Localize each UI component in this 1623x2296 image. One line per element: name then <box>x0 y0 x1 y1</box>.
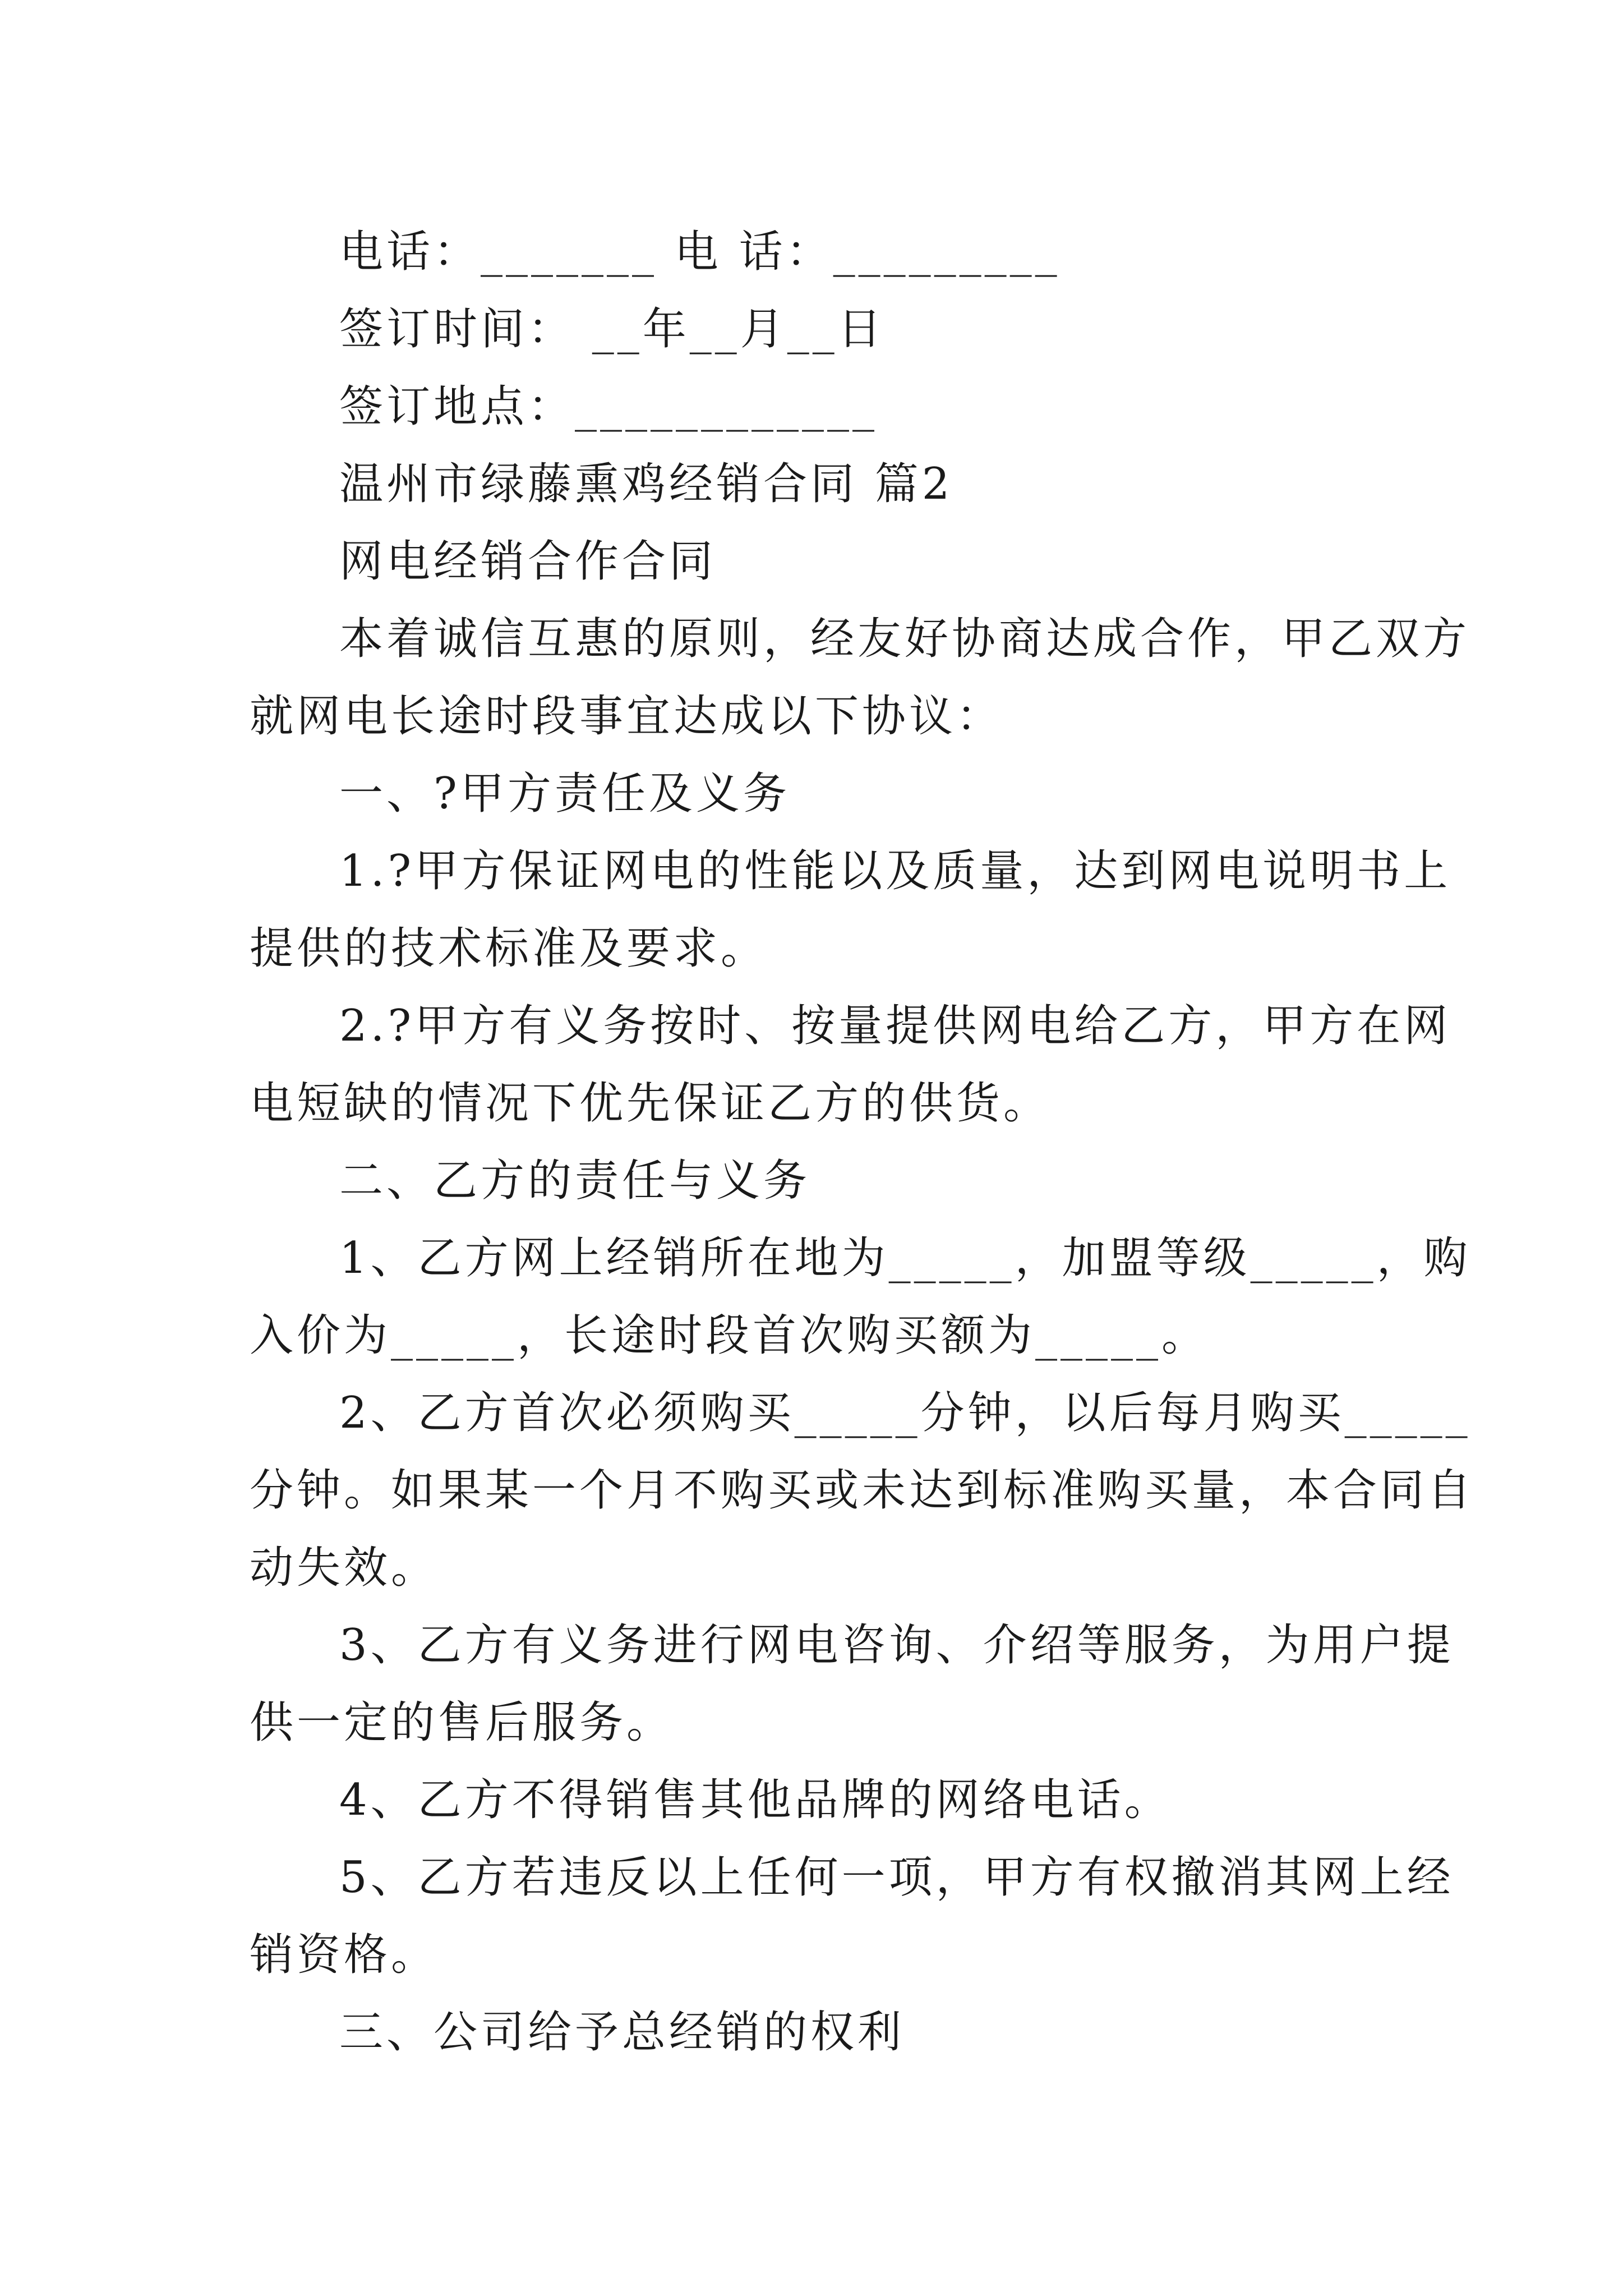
signing-date-line: 签订时间： __年__月__日 <box>339 304 885 355</box>
intro-line-2: 就网电长途时段事宜达成以下协议： <box>250 691 1004 742</box>
section-heading: 温州市绿藤熏鸡经销合同 篇2 <box>339 459 953 509</box>
clause-2-1-line-2: 入价为_____，长途时段首次购买额为_____。 <box>250 1310 1209 1361</box>
intro-line-1: 本着诚信互惠的原则，经友好协商达成合作，甲乙双方 <box>339 614 1470 664</box>
clause-1-1-line-1: 1.?甲方保证网电的性能以及质量，达到网电说明书上 <box>339 846 1451 896</box>
clause-2-3-line-1: 3、乙方有义务进行网电咨询、介绍等服务，为用户提 <box>339 1620 1454 1671</box>
clause-1-2-line-2: 电短缺的情况下优先保证乙方的供货。 <box>250 1078 1051 1129</box>
contract-title: 网电经销合作合同 <box>339 536 717 587</box>
clause-2-2-line-1: 2、乙方首次必须购买_____分钟，以后每月购买_____ <box>339 1388 1471 1438</box>
clause-2-3-line-2: 供一定的售后服务。 <box>250 1697 674 1748</box>
clause-heading-3: 三、公司给予总经销的权利 <box>339 2007 905 2058</box>
clause-2-5-line-2: 销资格。 <box>250 1930 439 1980</box>
clause-2-4: 4、乙方不得销售其他品牌的网络电话。 <box>339 1775 1172 1825</box>
clause-2-1-line-1: 1、乙方网上经销所在地为_____，加盟等级_____，购 <box>339 1233 1471 1283</box>
clause-heading-2: 二、乙方的责任与义务 <box>339 1156 811 1206</box>
signing-place-line: 签订地点：____________ <box>339 381 878 432</box>
clause-heading-1: 一、?甲方责任及义务 <box>339 769 790 819</box>
document-page <box>250 213 1475 2071</box>
clause-2-5-line-1: 5、乙方若违反以上任何一项，甲方有权撤消其网上经 <box>339 1852 1454 1903</box>
clause-1-2-line-1: 2.?甲方有义务按时、按量提供网电给乙方，甲方在网 <box>339 1001 1451 1051</box>
clause-1-1-line-2: 提供的技术标准及要求。 <box>250 923 768 974</box>
clause-2-2-line-3: 动失效。 <box>250 1543 439 1593</box>
clause-2-2-line-2: 分钟。如果某一个月不购买或未达到标准购买量，本合同自 <box>250 1465 1475 1516</box>
phone-line: 电话：_______ 电 话：_________ <box>339 227 1061 277</box>
